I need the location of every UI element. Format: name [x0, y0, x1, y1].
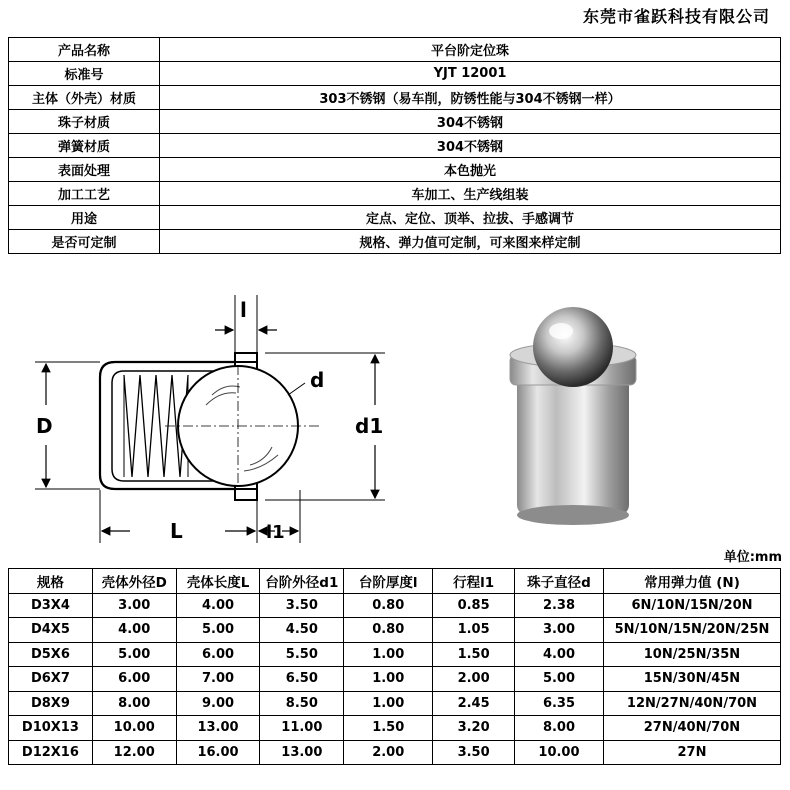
spec-value: 304不锈钢	[160, 110, 781, 134]
table-row	[9, 716, 781, 741]
table-cell: 8.00	[514, 716, 603, 741]
table-cell: 2.38	[514, 593, 603, 618]
product-photo	[495, 295, 675, 535]
spec-value: YJT 12001	[160, 62, 781, 86]
table-cell: 10.00	[92, 716, 176, 741]
table-row	[9, 642, 781, 667]
dim-label-l: l	[240, 298, 247, 322]
table-cell: 8.50	[260, 691, 344, 716]
spec-value: 303不锈钢（易车削，防锈性能与304不锈钢一样）	[160, 86, 781, 110]
table-cell: 4.00	[92, 618, 176, 643]
spec-row	[9, 230, 781, 254]
table-cell: 4.00	[176, 593, 260, 618]
column-header: 行程l1	[433, 569, 515, 594]
spec-value: 定点、定位、顶举、拉拔、手感调节	[160, 206, 781, 230]
table-cell: 27N	[603, 740, 780, 765]
spec-value: 304不锈钢	[160, 134, 781, 158]
spec-key: 用途	[9, 206, 160, 230]
table-cell: 13.00	[176, 716, 260, 741]
spec-row	[9, 110, 781, 134]
table-cell: D6X7	[9, 667, 93, 692]
table-cell: 5N/10N/15N/20N/25N	[603, 618, 780, 643]
spec-row	[9, 206, 781, 230]
column-header: 台阶外径d1	[260, 569, 344, 594]
table-cell: D8X9	[9, 691, 93, 716]
table-cell: 27N/40N/70N	[603, 716, 780, 741]
table-cell: 0.80	[344, 593, 433, 618]
table-cell: 5.50	[260, 642, 344, 667]
spec-key: 是否可定制	[9, 230, 160, 254]
spec-row	[9, 182, 781, 206]
table-row	[9, 618, 781, 643]
table-cell: 5.00	[92, 642, 176, 667]
unit-label: 单位:mm	[723, 550, 782, 565]
column-header: 壳体外径D	[92, 569, 176, 594]
table-cell: 12.00	[92, 740, 176, 765]
spec-key: 标准号	[9, 62, 160, 86]
spec-value: 平台阶定位珠	[160, 38, 781, 62]
spec-key: 加工工艺	[9, 182, 160, 206]
spec-value: 规格、弹力值可定制，可来图来样定制	[160, 230, 781, 254]
table-cell: D4X5	[9, 618, 93, 643]
spec-value: 本色抛光	[160, 158, 781, 182]
table-cell: D3X4	[9, 593, 93, 618]
table-cell: 1.00	[344, 642, 433, 667]
spec-row	[9, 134, 781, 158]
spec-key: 主体（外壳）材质	[9, 86, 160, 110]
table-cell: 3.00	[514, 618, 603, 643]
table-cell: 0.80	[344, 618, 433, 643]
table-row	[9, 593, 781, 618]
table-row	[9, 740, 781, 765]
table-cell: D10X13	[9, 716, 93, 741]
table-cell: 3.20	[433, 716, 515, 741]
table-cell: 6.35	[514, 691, 603, 716]
table-cell: 10.00	[514, 740, 603, 765]
table-cell: 15N/30N/45N	[603, 667, 780, 692]
size-table	[8, 568, 781, 765]
column-header: 壳体长度L	[176, 569, 260, 594]
dim-label-l1: l1	[266, 522, 285, 543]
dim-label-d1: d1	[355, 414, 384, 438]
table-cell: 1.50	[433, 642, 515, 667]
column-header: 珠子直径d	[514, 569, 603, 594]
table-cell: 3.00	[92, 593, 176, 618]
table-cell: 4.00	[514, 642, 603, 667]
spec-key: 表面处理	[9, 158, 160, 182]
spec-value: 车加工、生产线组装	[160, 182, 781, 206]
table-cell: 6N/10N/15N/20N	[603, 593, 780, 618]
table-cell: 2.00	[433, 667, 515, 692]
dim-label-L: L	[170, 519, 183, 543]
table-cell: 5.00	[176, 618, 260, 643]
table-cell: 2.00	[344, 740, 433, 765]
table-row	[9, 691, 781, 716]
table-cell: 1.05	[433, 618, 515, 643]
table-cell: 1.00	[344, 667, 433, 692]
table-cell: 11.00	[260, 716, 344, 741]
table-cell: 7.00	[176, 667, 260, 692]
column-header: 台阶厚度l	[344, 569, 433, 594]
spec-key: 产品名称	[9, 38, 160, 62]
table-cell: D5X6	[9, 642, 93, 667]
table-cell: 8.00	[92, 691, 176, 716]
spec-table	[8, 37, 781, 254]
table-row	[9, 667, 781, 692]
table-cell: 0.85	[433, 593, 515, 618]
spec-row	[9, 86, 781, 110]
table-cell: 2.45	[433, 691, 515, 716]
table-cell: 6.00	[176, 642, 260, 667]
spec-row	[9, 62, 781, 86]
table-cell: 16.00	[176, 740, 260, 765]
table-cell: 6.00	[92, 667, 176, 692]
table-cell: 1.00	[344, 691, 433, 716]
table-cell: 1.50	[344, 716, 433, 741]
table-cell: 10N/25N/35N	[603, 642, 780, 667]
spec-row	[9, 38, 781, 62]
table-cell: 4.50	[260, 618, 344, 643]
table-cell: 6.50	[260, 667, 344, 692]
table-cell: 3.50	[433, 740, 515, 765]
technical-drawing	[20, 295, 420, 545]
column-header: 常用弹力值 (N)	[603, 569, 780, 594]
dim-label-d: d	[310, 368, 325, 392]
dim-label-D: D	[36, 414, 53, 438]
spec-row	[9, 158, 781, 182]
table-cell: 13.00	[260, 740, 344, 765]
table-cell: 12N/27N/40N/70N	[603, 691, 780, 716]
table-cell: 9.00	[176, 691, 260, 716]
column-header: 规格	[9, 569, 93, 594]
table-cell: D12X16	[9, 740, 93, 765]
spec-key: 弹簧材质	[9, 134, 160, 158]
table-cell: 5.00	[514, 667, 603, 692]
company-name: 东莞市雀跃科技有限公司	[582, 7, 770, 26]
spec-key: 珠子材质	[9, 110, 160, 134]
table-cell: 3.50	[260, 593, 344, 618]
